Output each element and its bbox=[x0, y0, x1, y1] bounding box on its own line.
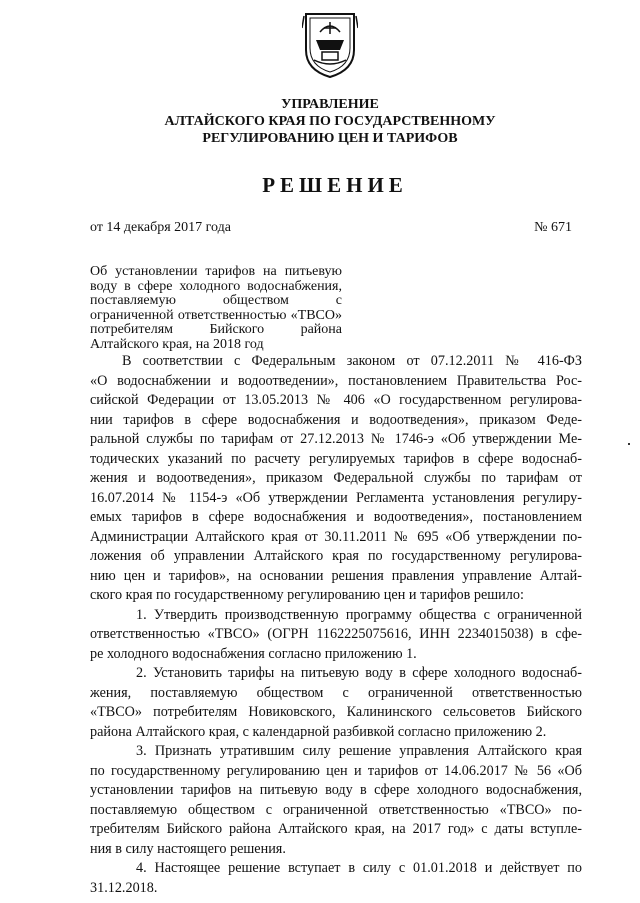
body-line: поставляемую обществом с ограниченной ответственностью «ТВСО» по- bbox=[90, 801, 582, 818]
body-line: 2. Установить тарифы на питьевую воду в сфере холодного водоснаб- bbox=[136, 665, 582, 681]
body-line: ответственностью «ТВСО» (ОГРН 1162225075616, ИНН 2234015038) в сфе- bbox=[90, 626, 582, 642]
document-number: № 671 bbox=[534, 220, 572, 235]
body-line: В соответствии с Федеральным законом от 07.12.2011 № 416-ФЗ bbox=[122, 353, 582, 369]
body-line: ского края по государственному регулированию цен и тарифов решило: bbox=[90, 587, 524, 603]
altai-krai-emblem-icon bbox=[302, 10, 358, 80]
body-line: 4. Настоящее решение вступает в силу с 01.01.2018 и действует по bbox=[136, 860, 582, 876]
body-line: нии тарифов в сфере водоснабжения и водоотведения», приказом Феде- bbox=[90, 411, 582, 428]
body-line: по государственному регулированию цен и тарифов от 14.06.2017 № 56 «Об bbox=[90, 762, 582, 779]
body-line: «О водоснабжении и водоотведении», постановлением Правительства Рос- bbox=[90, 372, 582, 389]
body-line: района Алтайского края, с календарной разбивкой согласно приложению 2. bbox=[90, 723, 547, 740]
body-line: 16.07.2014 № 1154-э «Об утверждении Регламента установления регулиру- bbox=[90, 489, 582, 506]
body-line: жения, поставляемую обществом с ограниченной ответственностью bbox=[90, 684, 582, 701]
body-line: 1. Утвердить производственную программу общества с ограниченной bbox=[136, 606, 582, 623]
body-line: емых тарифов в сфере водоснабжения и водоотведения», постановлением bbox=[90, 509, 582, 525]
body-line: жения и водоотведения», приказом Федеральной службы по тарифам от bbox=[90, 470, 582, 486]
org-line-1: УПРАВЛЕНИЕ bbox=[281, 97, 379, 112]
body-line: «ТВСО» потребителям Новиковского, Калининского сельсоветов Бийского bbox=[90, 704, 582, 720]
scan-speck bbox=[628, 443, 630, 445]
body-line: ложения об управлении Алтайского края по государственному регулирова- bbox=[90, 548, 582, 564]
body-line: ния в силу настоящего решения. bbox=[90, 840, 286, 857]
body-line: ральной службы по тарифам от 27.12.2013 № 1746-э «Об утверждении Ме- bbox=[90, 431, 582, 447]
body-line: требителям Бийского района Алтайского края, на 2017 год» с даты вступле- bbox=[90, 821, 582, 837]
organization-header bbox=[0, 96, 640, 147]
document-body bbox=[90, 352, 582, 898]
body-line: нию цен и тарифов», на основании решения правления управление Алтай- bbox=[90, 567, 582, 584]
document-date: от 14 декабря 2017 года bbox=[90, 220, 231, 235]
document-title: РЕШЕНИЕ bbox=[262, 173, 408, 197]
document-subject: Об установлении тарифов на питьевую воду в сфере холодного водоснабжения, поставляемую обществом с ограниченной ответственностью «ТВСО» потребителям Бийского района Алтайского края, на 2018 год bbox=[90, 264, 342, 352]
org-line-3: РЕГУЛИРОВАНИЮ ЦЕН И ТАРИФОВ bbox=[202, 131, 458, 146]
body-line: сийской Федерации от 13.05.2013 № 406 «О государственном регулирова- bbox=[90, 392, 582, 408]
body-line: 31.12.2018. bbox=[90, 879, 158, 896]
body-line: Администрации Алтайского края от 30.11.2011 № 695 «Об утверждении по- bbox=[90, 528, 582, 545]
org-line-2: АЛТАЙСКОГО КРАЯ ПО ГОСУДАРСТВЕННОМУ bbox=[164, 114, 496, 129]
body-line: 3. Признать утратившим силу решение управления Алтайского края bbox=[136, 743, 582, 759]
body-line: установлении тарифов на питьевую воду в сфере холодного водоснабжения, bbox=[90, 782, 582, 798]
body-line: тодических указаний по расчету регулируемых тарифов в сфере водоснаб- bbox=[90, 450, 582, 467]
body-line: ре холодного водоснабжения согласно приложению 1. bbox=[90, 645, 417, 662]
